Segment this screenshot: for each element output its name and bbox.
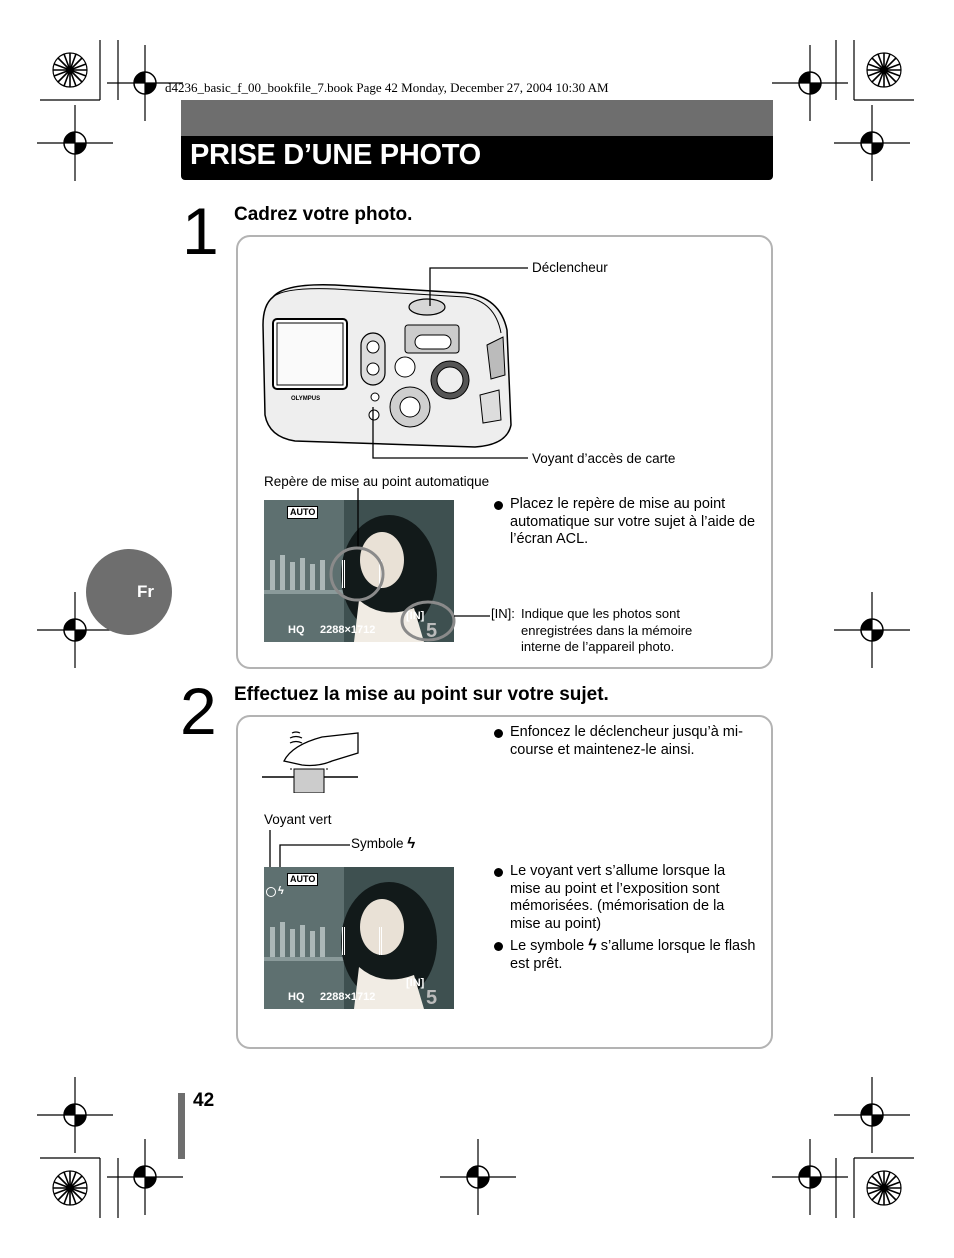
af-mark-label: Repère de mise au point automatique bbox=[264, 474, 490, 489]
af-target-mark bbox=[342, 927, 382, 955]
card-lamp-callout-line bbox=[365, 405, 530, 465]
lcd-storage-indicator: [IN] bbox=[406, 977, 425, 989]
step-1-number: 1 bbox=[182, 194, 219, 268]
step-2-bullet-3-part1: Le symbole bbox=[510, 938, 585, 954]
card-lamp-label: Voyant d’accès de carte bbox=[532, 451, 676, 466]
storage-note-text: Indique que les photos sont enregistrées dans la mémoire interne de l’appareil photo. bbox=[521, 606, 693, 654]
page-title: PRISE D’UNE PHOTO bbox=[190, 139, 481, 171]
step-2-bullet-3 bbox=[494, 937, 756, 973]
shutter-label: Déclencheur bbox=[532, 260, 608, 275]
title-bar-accent bbox=[181, 100, 773, 136]
flash-icon: ϟ bbox=[407, 835, 416, 852]
camera-brand-text: OLYMPUS bbox=[291, 396, 321, 402]
page-number: 42 bbox=[193, 1090, 215, 1111]
page-number-bar bbox=[178, 1093, 185, 1159]
green-lamp-label: Voyant vert bbox=[264, 812, 332, 827]
lcd-flash-indicator: ϟ bbox=[278, 885, 284, 897]
language-tab bbox=[86, 549, 172, 635]
flash-icon: ϟ bbox=[588, 937, 597, 954]
shutter-callout-line bbox=[420, 258, 530, 308]
print-job-header: d4236_basic_f_00_bookfile_7.book Page 42 Monday, December 27, 2004 10:30 AM bbox=[165, 80, 609, 95]
step-2-bullet-3-part2: s’allume lorsque le flash est prêt. bbox=[510, 938, 756, 972]
bullet-dot bbox=[494, 942, 503, 951]
step-1-bullet-text: Placez le repère de mise au point automatique sur votre sujet à l’aide de l’écran ACL. bbox=[510, 496, 756, 547]
lcd-screen-step2 bbox=[264, 867, 454, 1009]
step-2-bullet-2-text: Le voyant vert s’allume lorsque la mise au point et l’exposition sont mémorisées. (mémorisation de la mise au point) bbox=[510, 863, 726, 932]
step-2-number: 2 bbox=[180, 674, 217, 748]
step-2-title: Effectuez la mise au point sur votre sujet. bbox=[234, 684, 609, 705]
step-2-bullet-2 bbox=[494, 863, 756, 933]
green-lamp-indicator bbox=[266, 887, 276, 897]
step-2-bullet-1-text: Enfoncez le déclencheur jusqu’à mi-course et maintenez-le ainsi. bbox=[510, 724, 743, 758]
lcd-storage-indicator: [IN] bbox=[406, 610, 425, 622]
half-press-illustration bbox=[262, 725, 362, 793]
storage-note bbox=[491, 606, 721, 656]
lcd-quality: HQ bbox=[288, 991, 305, 1003]
flash-symbol-label bbox=[351, 835, 415, 852]
language-tab-label: Fr bbox=[137, 582, 154, 601]
lcd-auto-badge: AUTO bbox=[287, 873, 318, 886]
bullet-dot bbox=[494, 729, 503, 738]
lcd-shot-count: 5 bbox=[426, 987, 438, 1009]
bullet-dot bbox=[494, 501, 503, 510]
lcd-auto-badge: AUTO bbox=[287, 506, 318, 519]
lcd-resolution: 2288×1712 bbox=[320, 991, 376, 1003]
lcd-quality: HQ bbox=[288, 624, 305, 636]
lcd1-highlight-overlay bbox=[300, 488, 500, 648]
step-2-bullet-3-text bbox=[494, 937, 756, 973]
flash-symbol-label-text: Symbole bbox=[351, 836, 404, 851]
storage-note-prefix: [IN]: bbox=[491, 606, 515, 621]
lcd-shot-count: 5 bbox=[426, 620, 438, 642]
bullet-dot bbox=[494, 868, 503, 877]
step-1-title: Cadrez votre photo. bbox=[234, 204, 413, 225]
step-2-bullet-1 bbox=[494, 724, 758, 759]
lcd-resolution: 2288×1712 bbox=[320, 624, 376, 636]
step-1-bullet bbox=[494, 496, 756, 549]
